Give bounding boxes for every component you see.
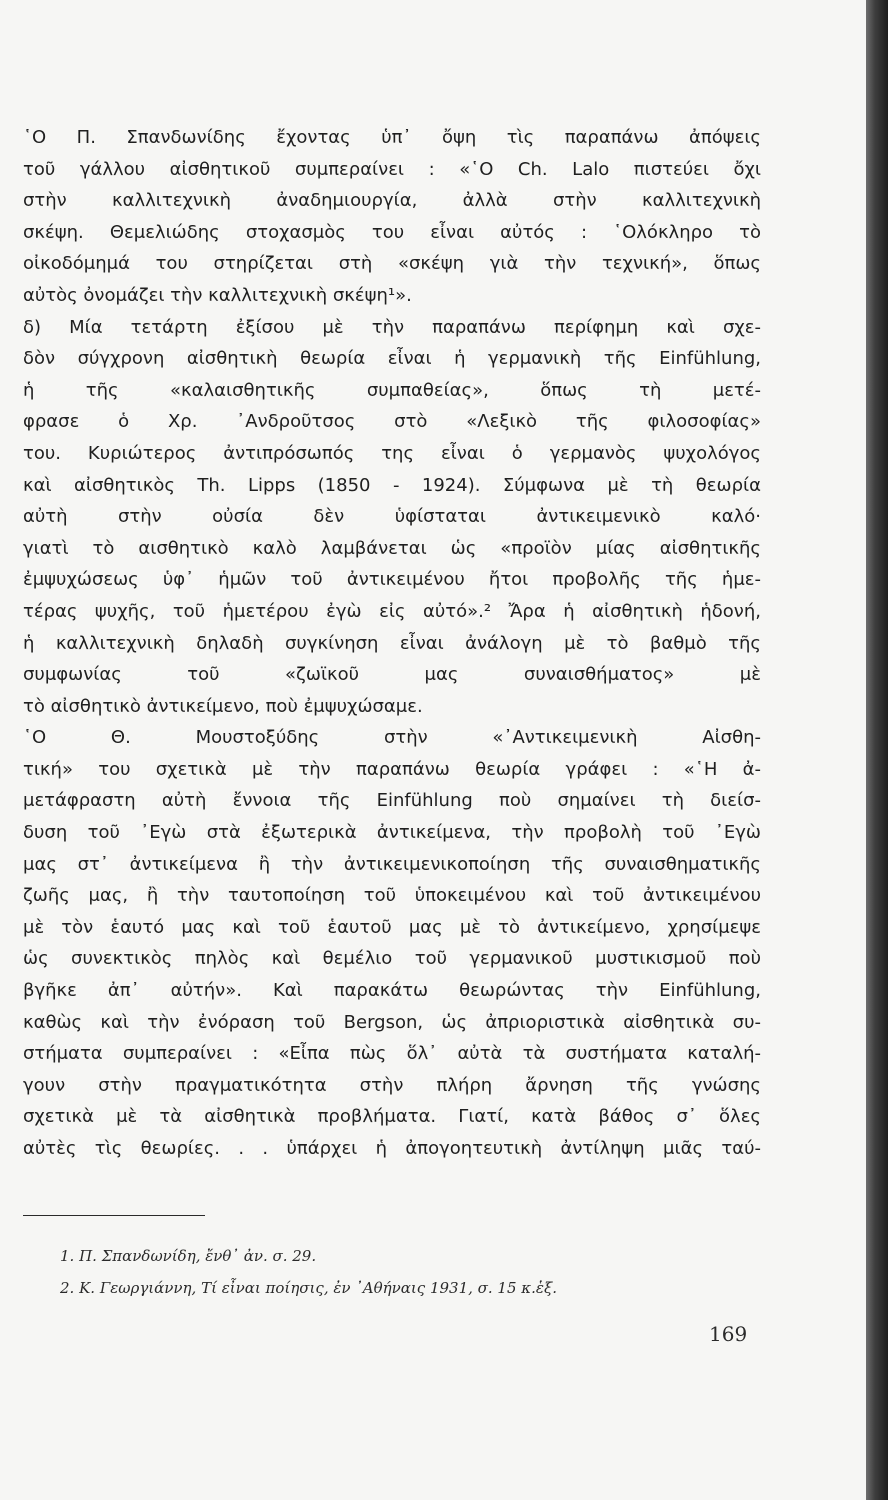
body-line: δὸν σύγχρονη αἰσθητικὴ θεωρία εἶναι ἡ γερμανικὴ τῆς Einfühlung, [23,348,761,370]
body-line: μας στ᾿ ἀντικείμενα ἢ τὴν ἀντικειμενικοποίηση τῆς συναισθηματικῆς [23,853,761,875]
body-line: δυση τοῦ ᾿Εγὼ στὰ ἐξωτερικὰ ἀντικείμενα, τὴν προβολὴ τοῦ ᾿Εγὼ [23,822,761,844]
body-text [23,122,761,1165]
body-line: αὐτὴ στὴν οὐσία δὲν ὑφίσταται ἀντικειμενικὸ καλό· [23,506,761,528]
footnote-divider [23,1215,205,1216]
body-line: δ) Μία τετάρτη ἐξίσου μὲ τὴν παραπάνω περίφημη καὶ σχε- [23,316,761,338]
body-line: ὡς συνεκτικὸς πηλὸς καὶ θεμέλιο τοῦ γερμανικοῦ μυστικισμοῦ ποὺ [23,948,761,970]
body-line: καὶ αἰσθητικὸς Th. Lipps (1850 - 1924). Σύμφωνα μὲ τὴ θεωρία [23,474,761,496]
body-line: φρασε ὁ Χρ. ᾿Ανδροῦτσος στὸ «Λεξικὸ τῆς φιλοσοφίας» [23,411,761,433]
body-line: ῾Ο Θ. Μουστοξύδης στὴν «᾿Αντικειμενικὴ Αἰσθη- [23,727,761,749]
body-line: ἡ καλλιτεχνικὴ δηλαδὴ συγκίνηση εἶναι ἀνάλογη μὲ τὸ βαθμὸ τῆς [23,632,761,654]
body-line: σχετικὰ μὲ τὰ αἰσθητικὰ προβλήματα. Γιατί, κατὰ βάθος σ᾿ ὅλες [23,1106,761,1128]
body-line: ζωῆς μας, ἢ τὴν ταυτοποίηση τοῦ ὑποκειμένου καὶ τοῦ ἀντικειμένου [23,885,761,907]
body-line: οἰκοδόμημά του στηρίζεται στὴ «σκέψη γιὰ τὴν τεχνική», ὅπως [23,253,761,275]
body-line: στὴν καλλιτεχνικὴ ἀναδημιουργία, ἀλλὰ στὴν καλλιτεχνικὴ [23,190,761,212]
body-line: του. Κυριώτερος ἀντιπρόσωπός της εἶναι ὁ γερμανὸς ψυχολόγος [23,442,761,464]
body-line: βγῆκε ἀπ᾿ αὐτήν». Καὶ παρακάτω θεωρώντας τὴν Einfühlung, [23,980,761,1002]
body-line: τική» του σχετικὰ μὲ τὴν παραπάνω θεωρία γράφει : «῾Η ἀ- [23,758,761,780]
footnotes [60,1240,760,1304]
body-line: σκέψη. Θεμελιώδης στοχασμὸς του εἶναι αὐτός : ῾Ολόκληρο τὸ [23,221,761,243]
footnote: 1. Π. Σπανδωνίδη, ἔνθ᾿ ἀν. σ. 29. [60,1247,317,1265]
body-line: ἐμψυχώσεως ὑφ᾿ ἡμῶν τοῦ ἀντικειμένου ἤτοι προβολῆς τῆς ἡμε- [23,569,761,591]
body-line: γιατὶ τὸ αισθητικὸ καλὸ λαμβάνεται ὡς «προϊὸν μίας αἰσθητικῆς [23,537,761,559]
body-line: τοῦ γάλλου αἰσθητικοῦ συμπεραίνει : «῾Ο Ch. Lalo πιστεύει ὄχι [23,158,761,180]
body-line: γουν στὴν πραγματικότητα στὴν πλήρη ἄρνηση τῆς γνώσης [23,1074,761,1096]
body-line: στήματα συμπεραίνει : «Εἶπα πὼς ὅλ᾿ αὐτὰ τὰ συστήματα καταλή- [23,1043,761,1065]
footnote: 2. Κ. Γεωργιάννη, Τί εἶναι ποίησις, ἐν ᾿Αθήναις 1931, σ. 15 κ.ἑξ. [60,1279,557,1297]
body-line: συμφωνίας τοῦ «ζωϊκοῦ μας συναισθήματος» μὲ [23,664,761,686]
body-line: τέρας ψυχῆς, τοῦ ἡμετέρου ἐγὼ εἰς αὐτό».² Ἄρα ἡ αἰσθητικὴ ἡδονή, [23,600,761,622]
body-line: ῾Ο Π. Σπανδωνίδης ἔχοντας ὑπ᾿ ὄψη τὶς παραπάνω ἀπόψεις [23,127,761,148]
body-line: μὲ τὸν ἑαυτό μας καὶ τοῦ ἑαυτοῦ μας μὲ τὸ ἀντικείμενο, χρησίμεψε [23,916,761,938]
body-line: ἡ τῆς «καλαισθητικῆς συμπαθείας», ὅπως τὴ μετέ- [23,379,761,401]
body-line: καθὼς καὶ τὴν ἐνόραση τοῦ Bergson, ὡς ἀπριοριστικὰ αἰσθητικὰ συ- [23,1011,761,1033]
body-line: αὐτὸς ὀνομάζει τὴν καλλιτεχνικὴ σκέψη¹». [23,284,412,306]
body-line: μετάφραστη αὐτὴ ἔννοια τῆς Einfühlung ποὺ σημαίνει τὴ διείσ- [23,790,761,812]
page-edge-shadow [866,0,888,1500]
body-line: τὸ αἰσθητικὸ ἀντικείμενο, ποὺ ἐμψυχώσαμε. [23,695,423,717]
page-number: 169 [709,1322,748,1346]
body-line: αὐτὲς τὶς θεωρίες. . . ὑπάρχει ἡ ἀπογοητευτικὴ ἀντίληψη μιᾶς ταύ- [23,1138,761,1159]
